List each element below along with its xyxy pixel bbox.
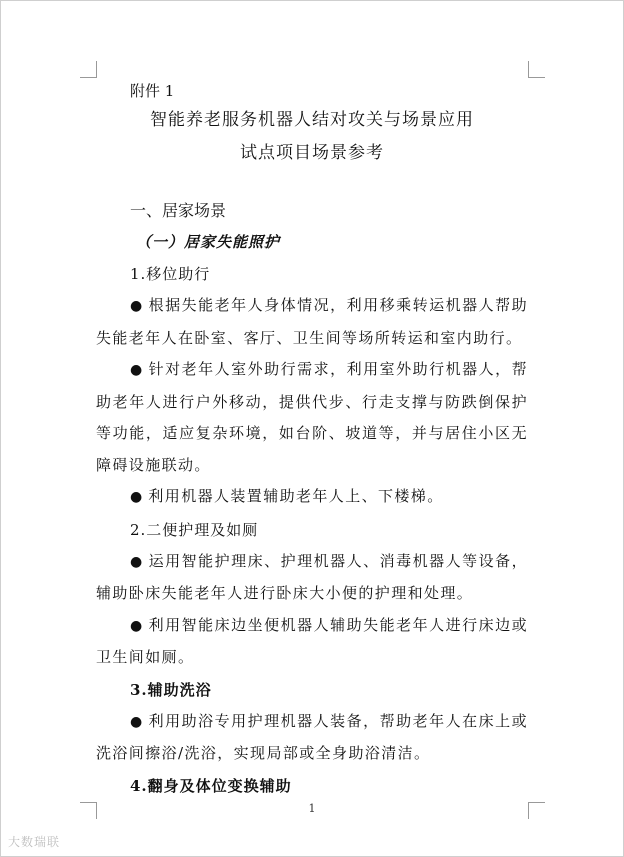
paragraph-text: 根据失能老年人身体情况，利用移乘转运机器人帮助失能老年人在卧室、客厅、卫生间等场所转运和室内助行。 <box>96 296 529 347</box>
paragraph-text: 针对老年人室外助行需求，利用室外助行机器人，帮助老年人进行户外移动，提供代步、行走支撑与防跌倒保护等功能，适应复杂环境，如台阶、坡道等，并与居住小区无障碍设施联动。 <box>96 360 529 474</box>
section-heading: 一、居家场景 <box>130 201 227 220</box>
subsection-heading: （一）居家失能照护 <box>136 233 281 251</box>
paragraph <box>96 290 528 354</box>
bullet-icon: ● <box>130 617 143 634</box>
document-title-line-2: 试点项目场景参考 <box>240 143 384 163</box>
bullet-icon: ● <box>130 298 143 314</box>
margin-corner-top-right <box>528 61 545 78</box>
paragraph <box>96 546 528 610</box>
watermark: 大数瑞联 <box>8 835 61 849</box>
item-heading: 3.辅助洗浴 <box>130 680 212 699</box>
paragraph-text: 利用智能床边坐便机器人辅助失能老年人进行床边或卫生间如厕。 <box>96 615 529 666</box>
paragraph <box>96 610 528 674</box>
paragraph <box>96 706 528 770</box>
attachment-label: 附件 1 <box>130 82 175 100</box>
paragraph-text: 运用智能护理床、护理机器人、消毒机器人等设备，辅助卧床失能老年人进行卧床大小便的护理和处理。 <box>96 551 529 602</box>
paragraph-text: 利用助浴专用护理机器人装备，帮助老年人在床上或洗浴间擦浴/洗浴，实现局部或全身助浴清洁。 <box>96 711 529 762</box>
document-body <box>96 78 528 802</box>
item-heading: 2.二便护理及如厕 <box>130 520 259 539</box>
paragraph-text: 利用机器人装置辅助老年人上、下楼梯。 <box>148 487 444 505</box>
paragraph <box>96 481 528 514</box>
paragraph <box>96 354 528 481</box>
bullet-icon: ● <box>130 362 143 378</box>
page-number: 1 <box>308 802 316 815</box>
document-title-line-1: 智能养老服务机器人结对攻关与场景应用 <box>150 110 474 130</box>
bullet-icon: ● <box>130 489 143 505</box>
item-heading: 4.翻身及体位变换辅助 <box>130 776 292 795</box>
bullet-icon: ● <box>130 553 143 570</box>
item-heading: 1.移位助行 <box>130 265 211 283</box>
bullet-icon: ● <box>130 713 143 730</box>
margin-corner-top-left <box>80 61 97 78</box>
